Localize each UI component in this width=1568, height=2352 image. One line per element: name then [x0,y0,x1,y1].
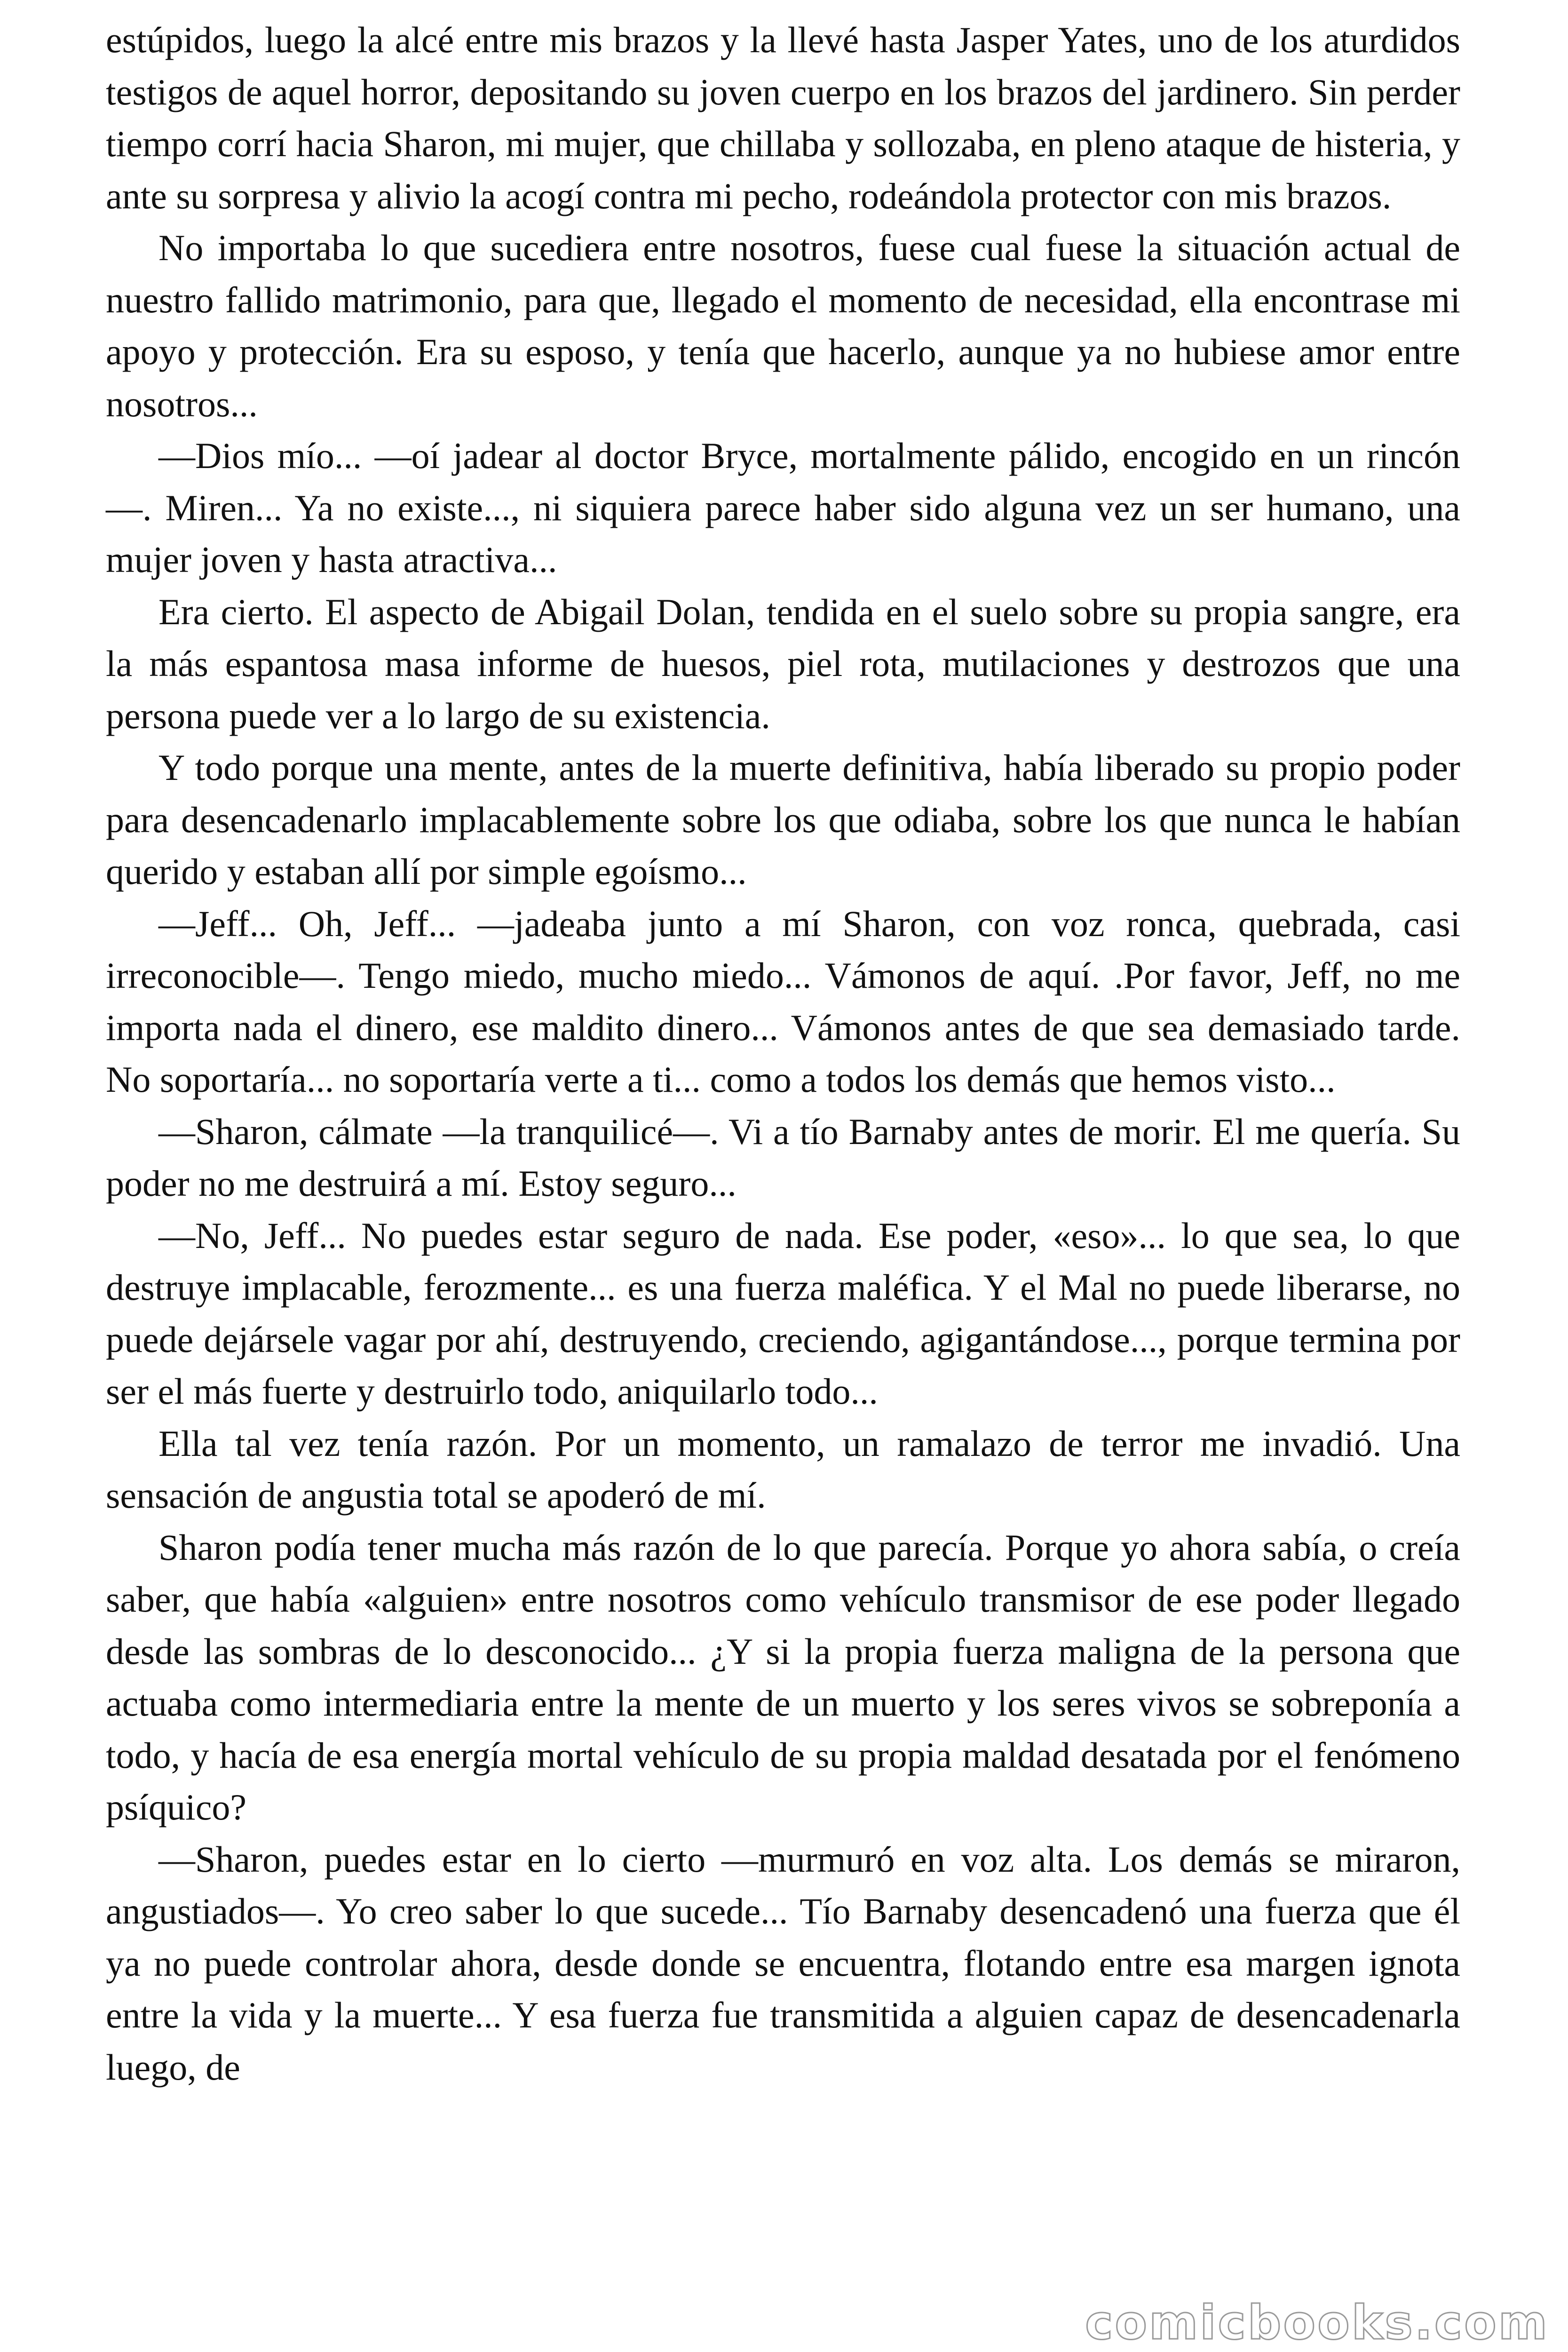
paragraph-4: Era cierto. El aspecto de Abigail Dolan, tendida en el suelo sobre su propia sangre, era la más espantosa masa informe de huesos, piel rota, mutilaciones y destrozos que una persona puede ver a lo largo de su existencia. [106,591,1460,736]
paragraph-9: Ella tal vez tenía razón. Por un momento, un ramalazo de terror me invadió. Una sensación de angustia total se apoderó de mí. [106,1422,1460,1516]
paragraph-2: No importaba lo que sucediera entre nosotros, fuese cual fuese la situación actual de nuestro fallido matrimonio, para que, llegado el momento de necesidad, ella encontrase mi apoyo y protección. Era su esposo, y tenía que hacerlo, aunque ya no hubiese amor entre nosotros... [106,227,1460,424]
paragraph-7: —Sharon, cálmate —la tranquilicé—. Vi a tío Barnaby antes de morir. El me quería. Su poder no me destruirá a mí. Estoy seguro... [106,1111,1460,1204]
paragraph-8: —No, Jeff... No puedes estar seguro de nada. Ese poder, «eso»... lo que sea, lo que destruye implacable, ferozmente... es una fuerza maléfica. Y el Mal no puede liberarse, no puede dejársele vagar por ahí, destruyendo, creciendo, agigantándose..., porque termina por ser el más fuerte y destruirlo todo, aniquilarlo todo... [106,1215,1460,1412]
paragraph-5: Y todo porque una mente, antes de la muerte definitiva, había liberado su propio poder para desencadenarlo implacablemente sobre los que odiaba, sobre los que nunca le habían querido y estaban allí por simple egoísmo... [106,747,1460,892]
paragraph-3: —Dios mío... —oí jadear al doctor Bryce, mortalmente pálido, encogido en un rincón—. Miren... Ya no existe..., ni siquiera parece haber sido alguna vez un ser humano, una mujer joven y hasta atractiva... [106,435,1460,580]
paragraph-1: estúpidos, luego la alcé entre mis brazos y la llevé hasta Jasper Yates, uno de los aturdidos testigos de aquel horror, depositando su joven cuerpo en los brazos del jardinero. Sin perder tiempo corrí hacia Sharon, mi mujer, que chillaba y sollozaba, en pleno ataque de histeria, y ante su sorpresa y alivio la acogí contra mi pecho, rodeándola protector con mis brazos. [106,19,1460,216]
watermark: comicbooks.com [1085,2295,1549,2350]
paragraph-6: —Jeff... Oh, Jeff... —jadeaba junto a mí Sharon, con voz ronca, quebrada, casi irreconocible—. Tengo miedo, mucho miedo... Vámonos de aquí. .Por favor, Jeff, no me importa nada el dinero, ese maldito dinero... Vámonos antes de que sea demasiado tarde. No soportaría... no soportaría verte a ti... como a todos los demás que hemos visto... [106,903,1460,1100]
paragraph-11: —Sharon, puedes estar en lo cierto —murmuró en voz alta. Los demás se miraron, angustiados—. Yo creo saber lo que sucede... Tío Barnaby desencadenó una fuerza que él ya no puede controlar ahora, desde donde se encuentra, flotando entre esa margen ignota entre la vida y la muerte... Y esa fuerza fue transmitida a alguien capaz de desencadenarla luego, de [106,1838,1460,2088]
book-page [106,14,1460,2338]
paragraph-10: Sharon podía tener mucha más razón de lo que parecía. Porque yo ahora sabía, o creía saber, que había «alguien» entre nosotros como vehículo transmisor de ese poder llegado desde las sombras de lo desconocido... ¿Y si la propia fuerza maligna de la persona que actuaba como intermediaria entre la mente de un muerto y los seres vivos se sobreponía a todo, y hacía de esa energía mortal vehículo de su propia maldad desatada por el fenómeno psíquico? [106,1526,1460,1828]
